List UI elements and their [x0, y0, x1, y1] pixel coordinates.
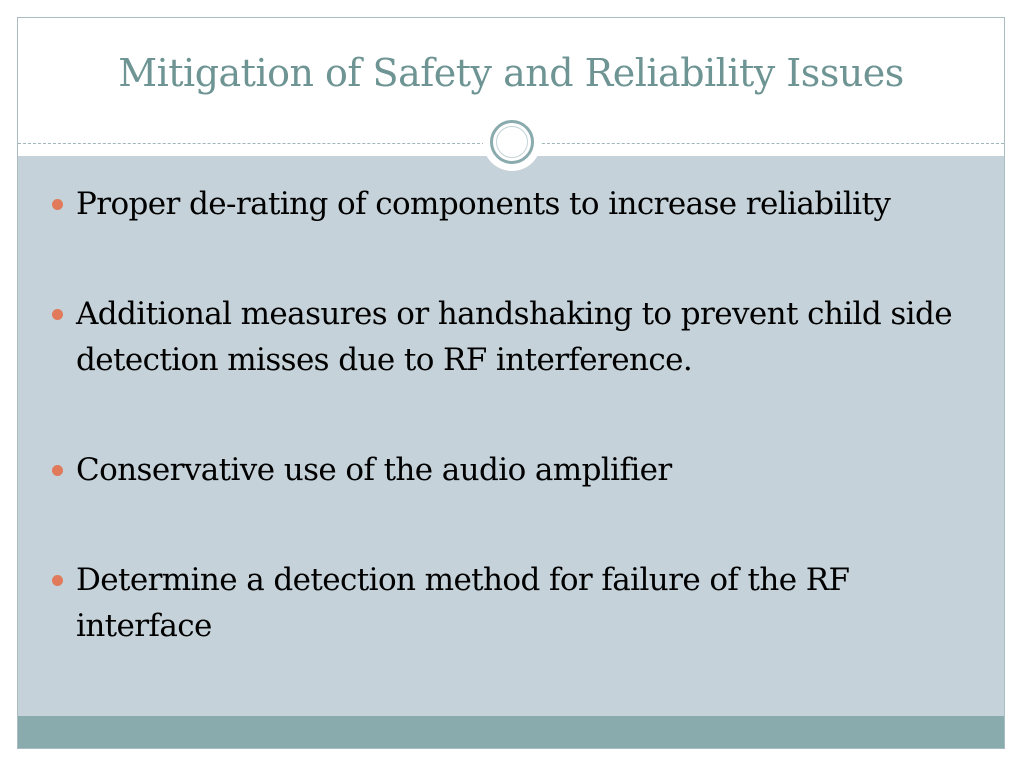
- bullet-item: [48, 447, 978, 493]
- bullet-text: Proper de-rating of components to increase reliability: [76, 186, 891, 222]
- bullet-text: Additional measures or handshaking to prevent child side detection misses due to RF interference.: [76, 296, 952, 378]
- bullet-dot-icon: [52, 309, 63, 320]
- bullet-text: Conservative use of the audio amplifier: [76, 452, 672, 488]
- bullet-dot-icon: [52, 199, 63, 210]
- circle-ornament-icon: [483, 113, 541, 171]
- slide-title: Mitigation of Safety and Reliability Issues: [118, 51, 904, 95]
- ring-inner: [496, 126, 528, 158]
- bullet-list: [48, 181, 978, 649]
- bullet-item: [48, 291, 978, 383]
- ring-outer: [490, 120, 534, 164]
- slide: [17, 17, 1005, 749]
- footer-band: [18, 716, 1004, 749]
- bullet-item: [48, 181, 978, 227]
- bullet-dot-icon: [52, 465, 63, 476]
- bullet-dot-icon: [52, 575, 63, 586]
- bullet-item: [48, 557, 978, 649]
- bullet-text: Determine a detection method for failure of the RF interface: [76, 562, 850, 644]
